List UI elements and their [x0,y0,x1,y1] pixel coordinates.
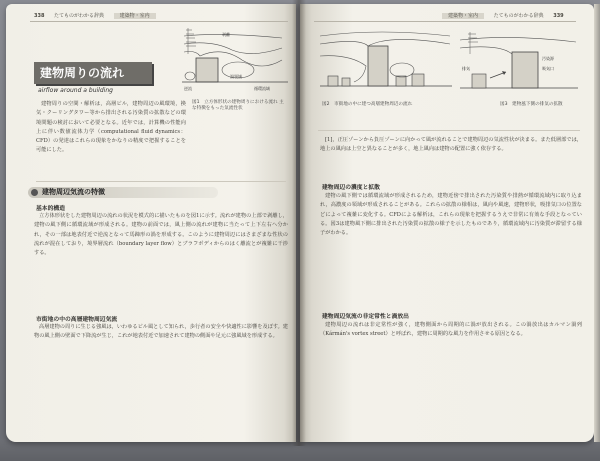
diagram-label-intake: 吸気口 [542,66,554,71]
figure-rule [318,130,580,131]
diagram-label-recirculation: 循環流域 [254,86,270,91]
right-running-book: たてものがわかる辞典 [493,13,544,19]
subhead-unsteadiness: 建物周辺気流の非定常性と渦放出 [322,314,409,320]
right-page [300,4,594,442]
left-page [6,4,296,442]
left-page-number: 338 [34,13,45,19]
diagram-2-caption: 図2 市街地の中に建つ高層建物周辺の流れ [322,102,413,107]
unsteadiness-text: 建物周辺の流れは非定常性が強く，建物側面から周期的に渦が放出される。この渦放出はカルマン渦列（Kármán's vortex street）と呼ばれ，建物に周期的な風力を作用させる原因となる。 [320,322,582,338]
left-header-rule [30,21,288,22]
right-page-number: 339 [553,13,564,19]
intro-rule [36,181,286,182]
article-title: 建物周りの流れ [34,62,152,84]
subhead-basic-structure: 基本的構造 [36,206,65,212]
diagram-label-separation: 剥離 [222,32,230,37]
highrise-text: 高層建物の周りに生じる強風は，いわゆるビル風として知られ，歩行者の安全や快適性に影響を及ぼす。建物の風上側の壁面で下降流が生じ，これが地表付近で加速されて建物の側面や足元に強風域を形成する。 [34,324,288,340]
article-subtitle: airflow around a building [38,87,113,94]
subhead-highrise: 市街地の中の高層建物周辺気流 [36,317,118,323]
intro-paragraph: 建物周りの空間・解析は，高層ビル，建物周辺の風環境，換気・クーリングタワー等から排出される汚染質の拡散などの環境問題の検討において必要となる。近年では，計算機の性能向上に伴い数値流体力学（computational fluid dynamics：CFD）の発達はこれらの現象をかなりの精度で把握することを可能にした。 [36,101,186,154]
diagram-label-reverse: 逆流 [184,86,192,91]
left-running-book: たてものがわかる辞典 [54,13,105,19]
section-heading [28,187,218,198]
subhead-concentration: 建物周辺の濃度と拡散 [322,185,380,191]
right-running-section: 建築物・室内 [442,13,484,19]
diagram-1-caption: 図1 立方体形状の建物周りにおける流れ 主な特徴をもった気流性状 [192,100,284,111]
left-running-head [34,12,164,19]
bullet-icon [31,189,38,196]
section-title: 建物周辺気流の特徴 [42,188,105,196]
diagram-3-caption: 図3 建物風下側の排気の拡散 [500,102,563,107]
right-running-head [434,12,572,19]
concentration-text: 建物の風下側では循環流域が形成されるため，建物近傍で排出された汚染質や排熱が循環流域内に取り込まれ，高濃度の領域が形成されることがある。これらの拡散の様相は，風向や風速，建物形状，吸排気口の位置などによって複雑に変化する。CFDによる解析は，これらの現象を把握するうえで非常に有効な手段となっている。図3は建物風下側に排出された汚染質の拡散の様子を示したものであり，循環流域内に汚染質が滞留する様子がわかる。 [320,193,582,237]
right-intro-text: [1]，正圧ゾーンから負圧ゾーンに向かって風が流れることで建物周辺の気流性状が決まる。また低層部では，地上の風向は上空と異なることが多く，地上風向は建物の配置に強く依存する。 [320,137,582,153]
airflow-diagram-2 [320,26,452,100]
diagram-label-source: 汚染源 [542,56,554,61]
page-stack-edge [594,4,600,442]
basic-structure-text: 立方体形状をした建物周辺の流れの状況を模式的に描いたものを図1に示す。流れが建物の上部で剥離し，建物の風下側に循環流域が形成される。建物の前面では，風上側の流れが建物に当たって上下左右へ分かれ，その一部は地表付近で逆流となって馬蹄形の渦を形成する。このように建物周辺にはさまざまな性状の流れが混在しており，境界層流れ（boundary layer flow）とブラフボディからのはく離流とが複雑に干渉する。 [34,213,288,257]
airflow-diagram-3 [460,26,578,100]
left-running-section: 建築物・室内 [114,13,156,19]
diagram-label-vortex: 渦領域 [230,74,242,79]
right-header-rule [314,21,576,22]
book-gutter [292,0,306,446]
diagram-label-exhaust: 排気 [462,66,470,71]
airflow-diagram-1 [182,24,288,98]
